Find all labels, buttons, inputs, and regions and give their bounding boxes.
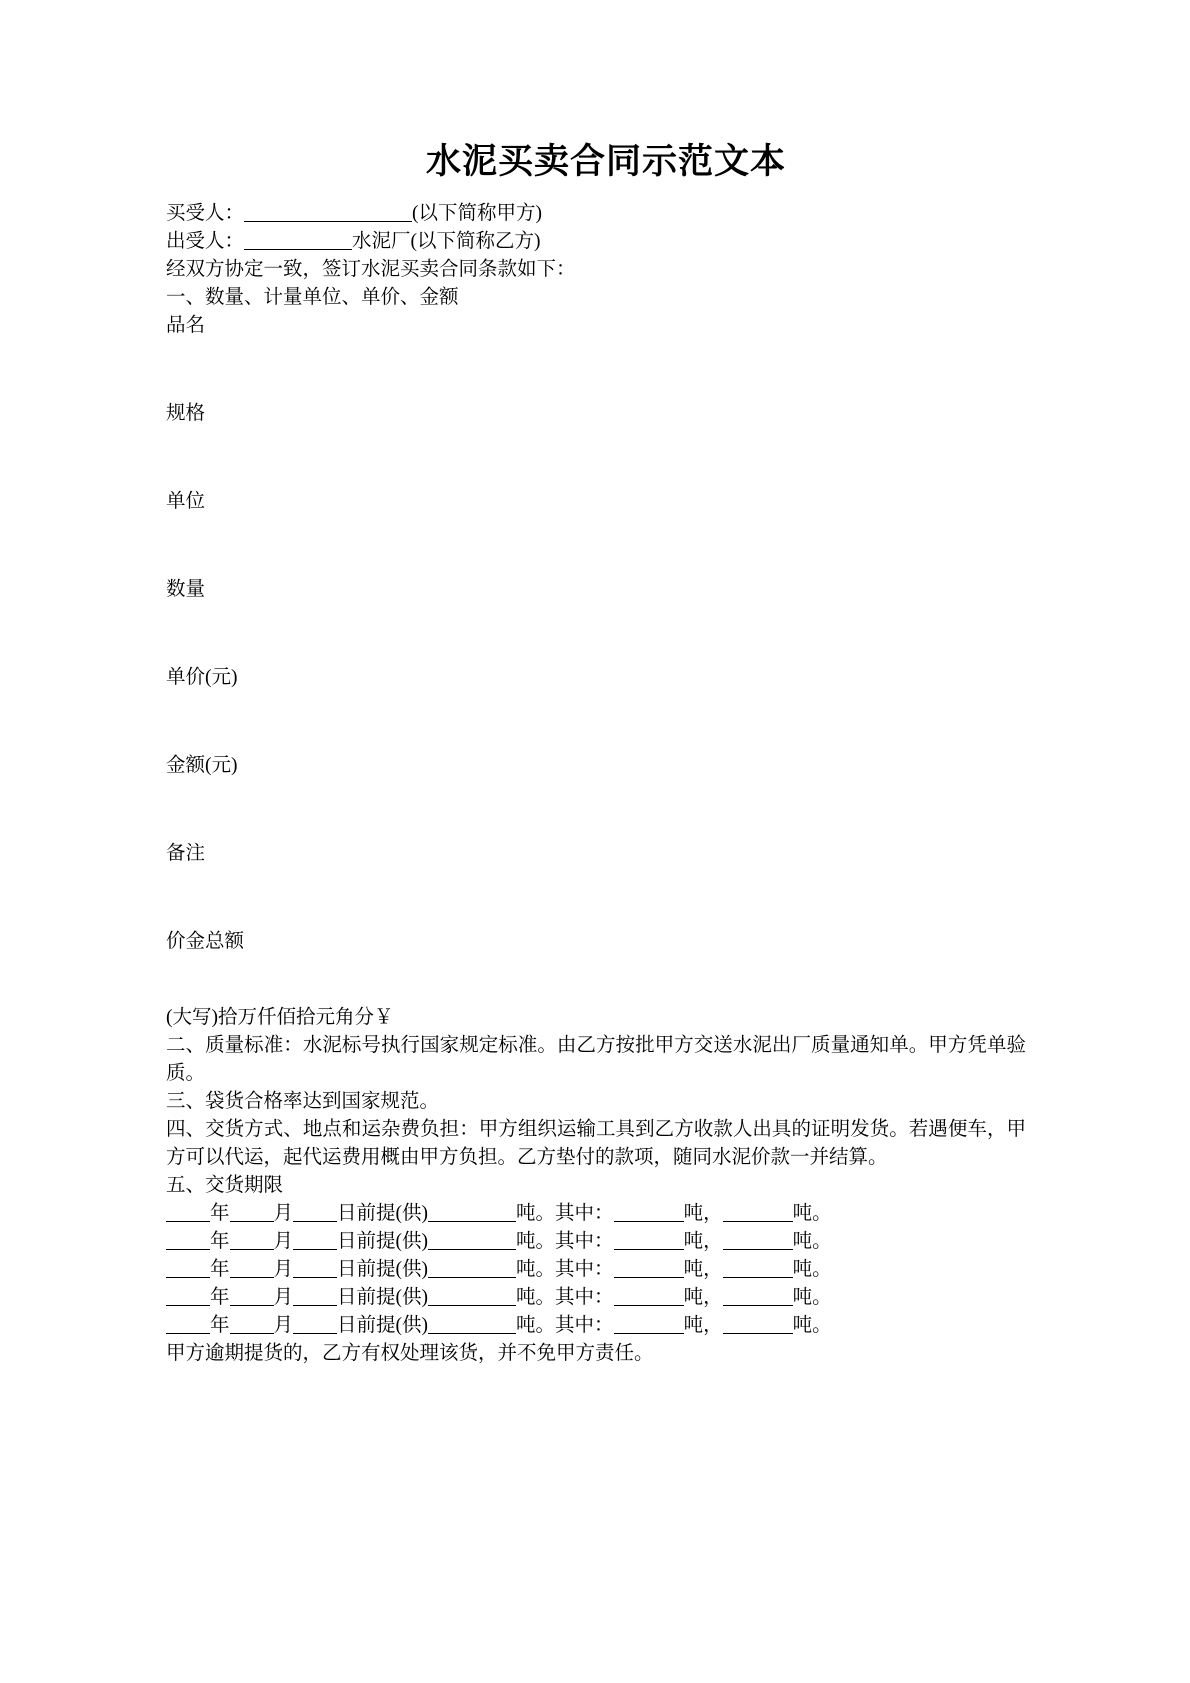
table-row [166,576,1026,664]
delivery-ton-mid-label: 吨， [683,1202,723,1224]
buyer-suffix: (以下简称甲方) [412,202,543,224]
specification-table [166,312,1026,1002]
delivery-row [166,1312,1026,1340]
delivery-day-blank[interactable] [293,1277,337,1278]
table-cell-guige [166,400,1026,488]
delivery-month-label: 月 [273,1202,294,1224]
delivery-day-blank[interactable] [293,1221,337,1222]
table-cell-danjia [166,664,1026,752]
label-shuliang: 数量 [166,578,206,600]
section-one-heading: 一、数量、计量单位、单价、金额 [166,286,459,308]
delivery-month-blank[interactable] [230,1249,274,1250]
delivery-year-blank[interactable] [166,1249,210,1250]
delivery-ton-mid-label: 吨， [683,1230,723,1252]
delivery-year-blank[interactable] [166,1333,210,1334]
table-cell-jine [166,752,1026,840]
delivery-sub1-blank[interactable] [614,1249,684,1250]
delivery-row [166,1200,1026,1228]
table-row [166,664,1026,752]
delivery-ton-end-label: 吨。 [792,1258,832,1280]
delivery-year-label: 年 [210,1314,230,1336]
delivery-among-label: 其中： [555,1230,614,1252]
delivery-sub1-blank[interactable] [614,1221,684,1222]
clause-three: 三、袋货合格率达到国家规范。 [166,1090,440,1112]
delivery-year-blank[interactable] [166,1305,210,1306]
delivery-sub2-blank[interactable] [723,1249,793,1250]
seller-suffix: (以下简称乙方) [410,230,541,252]
section-five-closing: 甲方逾期提货的，乙方有权处理该货，并不免甲方责任。 [166,1342,654,1364]
delivery-month-blank[interactable] [230,1221,274,1222]
delivery-year-label: 年 [210,1258,230,1280]
delivery-ton-label: 吨。 [516,1314,556,1336]
amount-in-words-line: (大写)拾万仟佰拾元角分￥ [166,1006,394,1028]
delivery-ton-mid-label: 吨， [683,1286,723,1308]
delivery-ton-mid-label: 吨， [683,1314,723,1336]
agreement-line: 经双方协定一致，签订水泥买卖合同条款如下： [166,258,576,280]
table-cell-pinming [166,312,1026,400]
section-five-heading: 五、交货期限 [166,1174,284,1196]
seller-mid: 水泥厂 [352,230,411,252]
delivery-month-label: 月 [273,1314,294,1336]
delivery-row [166,1228,1026,1256]
delivery-year-blank[interactable] [166,1277,210,1278]
delivery-month-blank[interactable] [230,1305,274,1306]
delivery-tonnage-blank[interactable] [428,1333,516,1334]
seller-line [166,228,1026,256]
delivery-sub2-blank[interactable] [723,1221,793,1222]
seller-blank[interactable] [244,249,352,250]
delivery-day-blank[interactable] [293,1305,337,1306]
delivery-tonnage-blank[interactable] [428,1305,516,1306]
delivery-month-label: 月 [273,1286,294,1308]
clauses-block [166,1004,1026,1368]
clause-two: 二、质量标准：水泥标号执行国家规定标准。由乙方按批甲方交送水泥出厂质量通知单。甲方凭单验质。 [166,1034,1026,1084]
label-zongjine: 价金总额 [166,930,245,952]
delivery-tonnage-blank[interactable] [428,1249,516,1250]
delivery-ton-end-label: 吨。 [792,1202,832,1224]
delivery-year-blank[interactable] [166,1221,210,1222]
delivery-day-blank[interactable] [293,1333,337,1334]
delivery-sub2-blank[interactable] [723,1305,793,1306]
delivery-day-label: 日前提(供) [337,1230,429,1252]
table-row [166,840,1026,928]
table-cell-shuliang [166,576,1026,664]
table-cell-zongjine [166,928,1026,1002]
buyer-blank[interactable] [244,221,412,222]
delivery-ton-label: 吨。 [516,1286,556,1308]
label-jine: 金额(元) [166,754,238,776]
delivery-tonnage-blank[interactable] [428,1277,516,1278]
delivery-among-label: 其中： [555,1314,614,1336]
clause-four: 四、交货方式、地点和运杂费负担：甲方组织运输工具到乙方收款人出具的证明发货。若遇便车，甲方可以代运，起代运费用概由甲方负担。乙方垫付的款项，随同水泥价款一并结算。 [166,1118,1026,1168]
label-danwei: 单位 [166,490,206,512]
document-content [166,140,1026,1368]
delivery-month-label: 月 [273,1258,294,1280]
table-cell-beizhu [166,840,1026,928]
delivery-ton-end-label: 吨。 [792,1286,832,1308]
table-row [166,928,1026,1002]
delivery-year-label: 年 [210,1286,230,1308]
delivery-among-label: 其中： [555,1202,614,1224]
delivery-ton-end-label: 吨。 [792,1230,832,1252]
buyer-label: 买受人： [166,202,245,224]
table-row [166,488,1026,576]
delivery-sub1-blank[interactable] [614,1305,684,1306]
delivery-row [166,1284,1026,1312]
delivery-year-label: 年 [210,1202,230,1224]
delivery-ton-label: 吨。 [516,1202,556,1224]
delivery-schedule-list [166,1200,1026,1340]
delivery-sub1-blank[interactable] [614,1277,684,1278]
delivery-month-blank[interactable] [230,1277,274,1278]
delivery-row [166,1256,1026,1284]
delivery-day-label: 日前提(供) [337,1202,429,1224]
delivery-day-label: 日前提(供) [337,1286,429,1308]
seller-label: 出受人： [166,230,245,252]
table-row [166,312,1026,400]
delivery-day-label: 日前提(供) [337,1314,429,1336]
delivery-ton-end-label: 吨。 [792,1314,832,1336]
delivery-ton-label: 吨。 [516,1230,556,1252]
delivery-day-blank[interactable] [293,1249,337,1250]
delivery-among-label: 其中： [555,1286,614,1308]
delivery-sub2-blank[interactable] [723,1277,793,1278]
buyer-line [166,200,1026,228]
delivery-sub2-blank[interactable] [723,1333,793,1334]
label-danjia: 单价(元) [166,666,238,688]
delivery-month-blank[interactable] [230,1333,274,1334]
label-beizhu: 备注 [166,842,206,864]
table-row [166,400,1026,488]
delivery-year-label: 年 [210,1230,230,1252]
label-pinming: 品名 [166,314,206,336]
delivery-ton-label: 吨。 [516,1258,556,1280]
delivery-sub1-blank[interactable] [614,1333,684,1334]
table-row [166,752,1026,840]
page-title: 水泥买卖合同示范文本 [425,142,786,181]
delivery-among-label: 其中： [555,1258,614,1280]
delivery-day-label: 日前提(供) [337,1258,429,1280]
table-cell-danwei [166,488,1026,576]
delivery-month-label: 月 [273,1230,294,1252]
label-guige: 规格 [166,402,206,424]
delivery-ton-mid-label: 吨， [683,1258,723,1280]
delivery-tonnage-blank[interactable] [428,1221,516,1222]
